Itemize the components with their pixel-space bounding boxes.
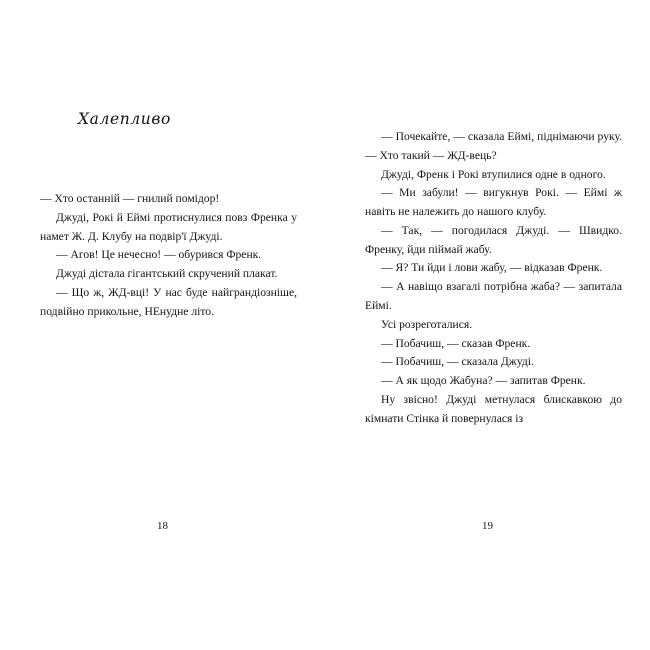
paragraph: Джуді дістала гігантський скручений плакат. [56, 267, 278, 281]
page-number-right: 19 [482, 520, 493, 532]
paragraph: Джуді, Рокі й Еймі протиснулися повз Френка у намет Ж. Д. Клубу на подвір'ї Джуді. [40, 210, 297, 243]
paragraph: — Побачиш, — сказала Джуді. [381, 355, 534, 369]
right-page-body [365, 128, 622, 429]
paragraph: — Побачиш, — сказав Френк. [381, 336, 531, 350]
page-number-left: 18 [157, 520, 168, 532]
right-page [325, 0, 650, 650]
paragraph: — Так, — погодилася Джуді. — Швидко. Френку, йди піймай жабу. [365, 223, 622, 256]
left-page-content [40, 110, 297, 560]
paragraph: — Агов! Це нечесно! — обурився Френк. [56, 248, 262, 262]
paragraph: — А як щодо Жабуна? — запитав Френк. [381, 374, 586, 388]
paragraph: Усі розреготалися. [381, 317, 473, 331]
paragraph: Ну звісно! Джуді метнулася блискавкою до кімнати Стінка й повернулася із [365, 392, 622, 425]
paragraph: — Що ж, ЖД-вці! У нас буде найграндіозніше, подвійно прикольне, НЕнудне літо. [40, 285, 297, 318]
right-page-content [365, 128, 622, 560]
paragraph: — Я? Ти йди і лови жабу, — відказав Френк. [381, 261, 603, 275]
paragraph: — Почекайте, — сказала Еймі, піднімаючи руку. — Хто такий — ЖД-вець? [365, 130, 622, 162]
paragraph: — Ми забули! — вигукнув Рокі. — Еймі ж навіть не належить до нашого клубу. [365, 186, 622, 219]
paragraph: — А навіщо взагалі потрібна жаба? — запитала Еймі. [365, 280, 622, 313]
left-page-body [40, 190, 297, 321]
chapter-title: Халепливо [78, 110, 171, 128]
paragraph: — Хто останній — гнилий помідор! [40, 192, 220, 205]
paragraph: Джуді, Френк і Рокі втупилися одне в одного. [381, 167, 606, 181]
